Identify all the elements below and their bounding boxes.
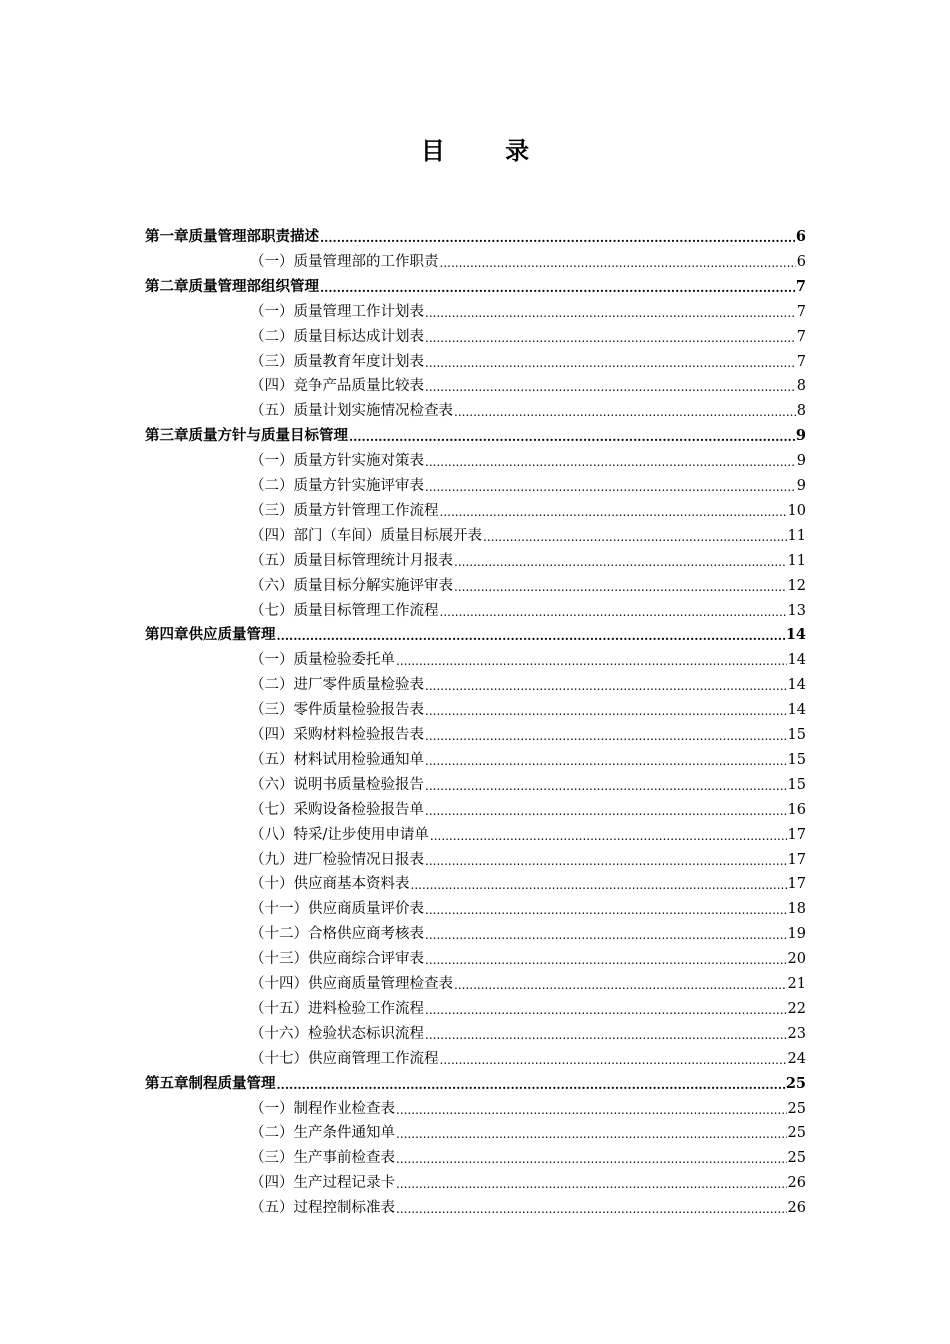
toc-page-number: 9 bbox=[796, 478, 806, 494]
toc-dot-leader bbox=[425, 850, 787, 872]
toc-entry-title: （八）特采/让步使用申请单 bbox=[250, 826, 429, 843]
toc-page-number: 17 bbox=[787, 851, 806, 868]
toc-dot-leader bbox=[440, 252, 796, 274]
toc-page-number: 20 bbox=[787, 951, 806, 968]
toc-entry-title: 制程质量管理 bbox=[188, 1074, 276, 1092]
toc-dot-leader bbox=[396, 1099, 787, 1121]
toc-page-number: 25 bbox=[787, 1125, 806, 1142]
toc-entry-title: （一）制程作业检查表 bbox=[250, 1100, 395, 1117]
toc-page-number: 7 bbox=[796, 328, 806, 345]
toc-chapter-entry[interactable] bbox=[145, 424, 806, 448]
toc-entry-title: （四）采购材料检验报告表 bbox=[250, 727, 424, 743]
toc-page-number: 25 bbox=[787, 1150, 806, 1167]
toc-entry-title: （三）质量方针管理工作流程 bbox=[250, 502, 439, 519]
toc-section-entry[interactable] bbox=[250, 474, 806, 498]
toc-dot-leader bbox=[440, 501, 787, 523]
toc-entry-title: 质量管理部组织管理 bbox=[188, 277, 319, 295]
toc-section-entry[interactable] bbox=[250, 673, 806, 697]
toc-dot-leader bbox=[425, 302, 796, 324]
toc-entry-title: 质量方针与质量目标管理 bbox=[188, 427, 348, 445]
toc-dot-leader bbox=[440, 1049, 787, 1071]
toc-dot-leader bbox=[411, 874, 787, 896]
toc-dot-leader bbox=[349, 426, 795, 448]
toc-chapter-entry[interactable] bbox=[145, 623, 806, 647]
toc-entry-title: （十一）供应商质量评价表 bbox=[250, 901, 424, 918]
toc-entry-title: （五）过程控制标准表 bbox=[250, 1200, 395, 1217]
toc-section-entry[interactable] bbox=[250, 848, 806, 872]
toc-entry-title: （二）生产条件通知单 bbox=[250, 1125, 395, 1142]
toc-section-entry[interactable] bbox=[250, 1097, 806, 1121]
toc-section-entry[interactable] bbox=[250, 997, 806, 1021]
toc-entry-title: （九）进厂检验情况日报表 bbox=[250, 851, 424, 868]
toc-dot-leader bbox=[425, 327, 796, 349]
toc-entry-title: 供应质量管理 bbox=[188, 626, 276, 644]
toc-dot-leader bbox=[425, 899, 787, 921]
toc-dot-leader bbox=[277, 625, 785, 647]
toc-dot-leader bbox=[396, 650, 787, 672]
toc-section-entry[interactable] bbox=[250, 648, 806, 672]
toc-page-number: 21 bbox=[787, 976, 806, 992]
toc-section-entry[interactable] bbox=[250, 300, 806, 324]
toc-page-number: 9 bbox=[795, 427, 806, 445]
toc-dot-leader bbox=[320, 227, 795, 249]
toc-page-number: 11 bbox=[787, 552, 806, 569]
toc-dot-leader bbox=[396, 1198, 787, 1220]
toc-dot-leader bbox=[425, 451, 796, 473]
toc-section-entry[interactable] bbox=[250, 374, 806, 398]
toc-page-number: 11 bbox=[787, 527, 806, 544]
toc-section-entry[interactable] bbox=[250, 1047, 806, 1071]
toc-entry-title: （一）质量管理工作计划表 bbox=[250, 303, 424, 320]
toc-dot-leader bbox=[425, 1024, 787, 1046]
toc-entry-title: （二）质量目标达成计划表 bbox=[250, 328, 424, 345]
toc-section-entry[interactable] bbox=[250, 748, 806, 772]
toc-page-number: 14 bbox=[787, 702, 806, 719]
toc-page-number: 15 bbox=[787, 751, 806, 768]
toc-chapter-number: 第二章 bbox=[145, 277, 189, 295]
toc-chapter-number: 第五章 bbox=[145, 1074, 189, 1092]
toc-section-entry[interactable] bbox=[250, 1121, 806, 1145]
toc-dot-leader bbox=[483, 526, 787, 548]
toc-entry-title: （三）零件质量检验报告表 bbox=[250, 702, 424, 719]
toc-entry-title: （三）质量教育年度计划表 bbox=[250, 353, 424, 370]
toc-page-number: 7 bbox=[796, 353, 806, 370]
toc-page-number: 8 bbox=[796, 403, 806, 420]
toc-chapter-number: 第三章 bbox=[145, 427, 189, 445]
toc-section-entry[interactable] bbox=[250, 574, 806, 598]
toc-section-entry[interactable] bbox=[250, 947, 806, 971]
toc-page-number: 7 bbox=[796, 303, 806, 320]
toc-dot-leader bbox=[396, 1123, 787, 1145]
toc-section-entry[interactable] bbox=[250, 1146, 806, 1170]
toc-dot-leader bbox=[425, 700, 787, 722]
toc-page-number: 23 bbox=[787, 1025, 806, 1042]
toc-entry-title: 质量管理部职责描述 bbox=[188, 228, 319, 245]
toc-chapter-entry[interactable] bbox=[145, 225, 806, 249]
toc-section-entry[interactable] bbox=[250, 350, 806, 374]
toc-page-number: 19 bbox=[787, 926, 806, 943]
toc-page-number: 15 bbox=[787, 727, 806, 743]
toc-entry-title: （十四）供应商质量管理检查表 bbox=[250, 976, 453, 992]
toc-entry-title: （三）生产事前检查表 bbox=[250, 1150, 395, 1167]
toc-section-entry[interactable] bbox=[250, 922, 806, 946]
toc-dot-leader bbox=[425, 476, 796, 498]
toc-chapter-number: 第一章 bbox=[145, 228, 189, 245]
toc-entry-title: （六）质量目标分解实施评审表 bbox=[250, 577, 453, 594]
toc-entry-title: （二）质量方针实施评审表 bbox=[250, 478, 424, 494]
toc-section-entry[interactable] bbox=[250, 399, 806, 423]
toc-entry-title: （四）生产过程记录卡 bbox=[250, 1175, 395, 1192]
toc-entry-title: （七）质量目标管理工作流程 bbox=[250, 602, 439, 619]
toc-entry-title: （十五）进料检验工作流程 bbox=[250, 1000, 424, 1017]
toc-page-number: 22 bbox=[787, 1000, 806, 1017]
toc-page-number: 24 bbox=[787, 1050, 806, 1067]
toc-dot-leader bbox=[425, 924, 787, 946]
toc-entry-title: （十二）合格供应商考核表 bbox=[250, 926, 424, 943]
toc-page-number: 14 bbox=[787, 652, 806, 669]
toc-page-number: 26 bbox=[787, 1175, 806, 1192]
toc-section-entry[interactable] bbox=[250, 773, 806, 797]
toc-section-entry[interactable] bbox=[250, 599, 806, 623]
toc-dot-leader bbox=[425, 376, 796, 398]
toc-page-number: 17 bbox=[787, 826, 806, 843]
toc-dot-leader bbox=[425, 999, 787, 1021]
toc-title: 目 录 bbox=[420, 136, 556, 165]
toc-chapter-entry[interactable] bbox=[145, 1072, 806, 1096]
toc-entry-title: （六）说明书质量检验报告 bbox=[250, 776, 424, 793]
toc-dot-leader bbox=[454, 576, 787, 598]
toc-dot-leader bbox=[425, 750, 787, 772]
toc-entry-title: （一）质量方针实施对策表 bbox=[250, 453, 424, 470]
toc-entry-title: （四）竞争产品质量比较表 bbox=[250, 378, 424, 395]
toc-dot-leader bbox=[425, 800, 787, 822]
toc-entry-title: （十七）供应商管理工作流程 bbox=[250, 1050, 439, 1067]
toc-section-entry[interactable] bbox=[250, 1171, 806, 1195]
toc-section-entry[interactable] bbox=[250, 449, 806, 473]
toc-page-number: 18 bbox=[787, 901, 806, 918]
toc-section-entry[interactable] bbox=[250, 798, 806, 822]
toc-page-number: 14 bbox=[787, 677, 806, 694]
toc-page-number: 8 bbox=[796, 378, 806, 395]
toc-section-entry[interactable] bbox=[250, 1022, 806, 1046]
toc-section-entry[interactable] bbox=[250, 723, 806, 747]
toc-dot-leader bbox=[425, 725, 787, 747]
toc-dot-leader bbox=[425, 775, 787, 797]
toc-dot-leader bbox=[320, 277, 795, 299]
toc-entry-title: （十三）供应商综合评审表 bbox=[250, 951, 424, 968]
toc-dot-leader bbox=[440, 601, 787, 623]
toc-entry-title: （十）供应商基本资料表 bbox=[250, 876, 410, 893]
toc-section-entry[interactable] bbox=[250, 897, 806, 921]
toc-section-entry[interactable] bbox=[250, 1196, 806, 1220]
toc-entry-title: （一）质量检验委托单 bbox=[250, 652, 395, 669]
toc-entry-title: （十六）检验状态标识流程 bbox=[250, 1025, 424, 1042]
toc-page-number: 25 bbox=[785, 1074, 806, 1092]
toc-dot-leader bbox=[425, 352, 796, 374]
toc-entry-title: （一）质量管理部的工作职责 bbox=[250, 253, 439, 270]
toc-page-number: 17 bbox=[787, 876, 806, 893]
toc-entry-title: （四）部门（车间）质量目标展开表 bbox=[250, 527, 482, 544]
toc-page-number: 6 bbox=[796, 253, 806, 270]
toc-chapter-entry[interactable] bbox=[145, 275, 806, 299]
toc-section-entry[interactable] bbox=[250, 250, 806, 274]
toc-dot-leader bbox=[396, 1148, 787, 1170]
toc-page-number: 9 bbox=[796, 453, 806, 470]
toc-page-number: 15 bbox=[787, 776, 806, 793]
toc-dot-leader bbox=[454, 974, 787, 996]
toc-page-number: 12 bbox=[787, 577, 806, 594]
toc-entry-title: （五）质量目标管理统计月报表 bbox=[250, 552, 453, 569]
toc-entry-title: （五）质量计划实施情况检查表 bbox=[250, 403, 453, 420]
toc-page-number: 26 bbox=[787, 1200, 806, 1217]
toc-dot-leader bbox=[425, 949, 787, 971]
toc-dot-leader bbox=[277, 1074, 785, 1096]
toc-section-entry[interactable] bbox=[250, 823, 806, 847]
toc-section-entry[interactable] bbox=[250, 524, 806, 548]
toc-section-entry[interactable] bbox=[250, 549, 806, 573]
toc-section-entry[interactable] bbox=[250, 872, 806, 896]
toc-page-number: 10 bbox=[787, 502, 806, 519]
toc-entry-title: （二）进厂零件质量检验表 bbox=[250, 677, 424, 694]
toc-page-number: 6 bbox=[795, 228, 806, 245]
toc-dot-leader bbox=[454, 551, 787, 573]
toc-dot-leader bbox=[396, 1173, 787, 1195]
toc-section-entry[interactable] bbox=[250, 325, 806, 349]
toc-entry-title: （五）材料试用检验通知单 bbox=[250, 751, 424, 768]
toc-page-number: 7 bbox=[795, 277, 806, 295]
toc-dot-leader bbox=[454, 401, 796, 423]
toc-entry-title: （七）采购设备检验报告单 bbox=[250, 801, 424, 818]
toc-chapter-number: 第四章 bbox=[145, 626, 189, 644]
toc-page-number: 16 bbox=[787, 801, 806, 818]
toc-page-number: 25 bbox=[787, 1100, 806, 1117]
toc-dot-leader bbox=[425, 675, 787, 697]
toc-page-number: 13 bbox=[787, 602, 806, 619]
toc-page-number: 14 bbox=[785, 626, 806, 644]
toc-section-entry[interactable] bbox=[250, 499, 806, 523]
toc-dot-leader bbox=[430, 825, 787, 847]
toc-section-entry[interactable] bbox=[250, 972, 806, 996]
toc-section-entry[interactable] bbox=[250, 698, 806, 722]
